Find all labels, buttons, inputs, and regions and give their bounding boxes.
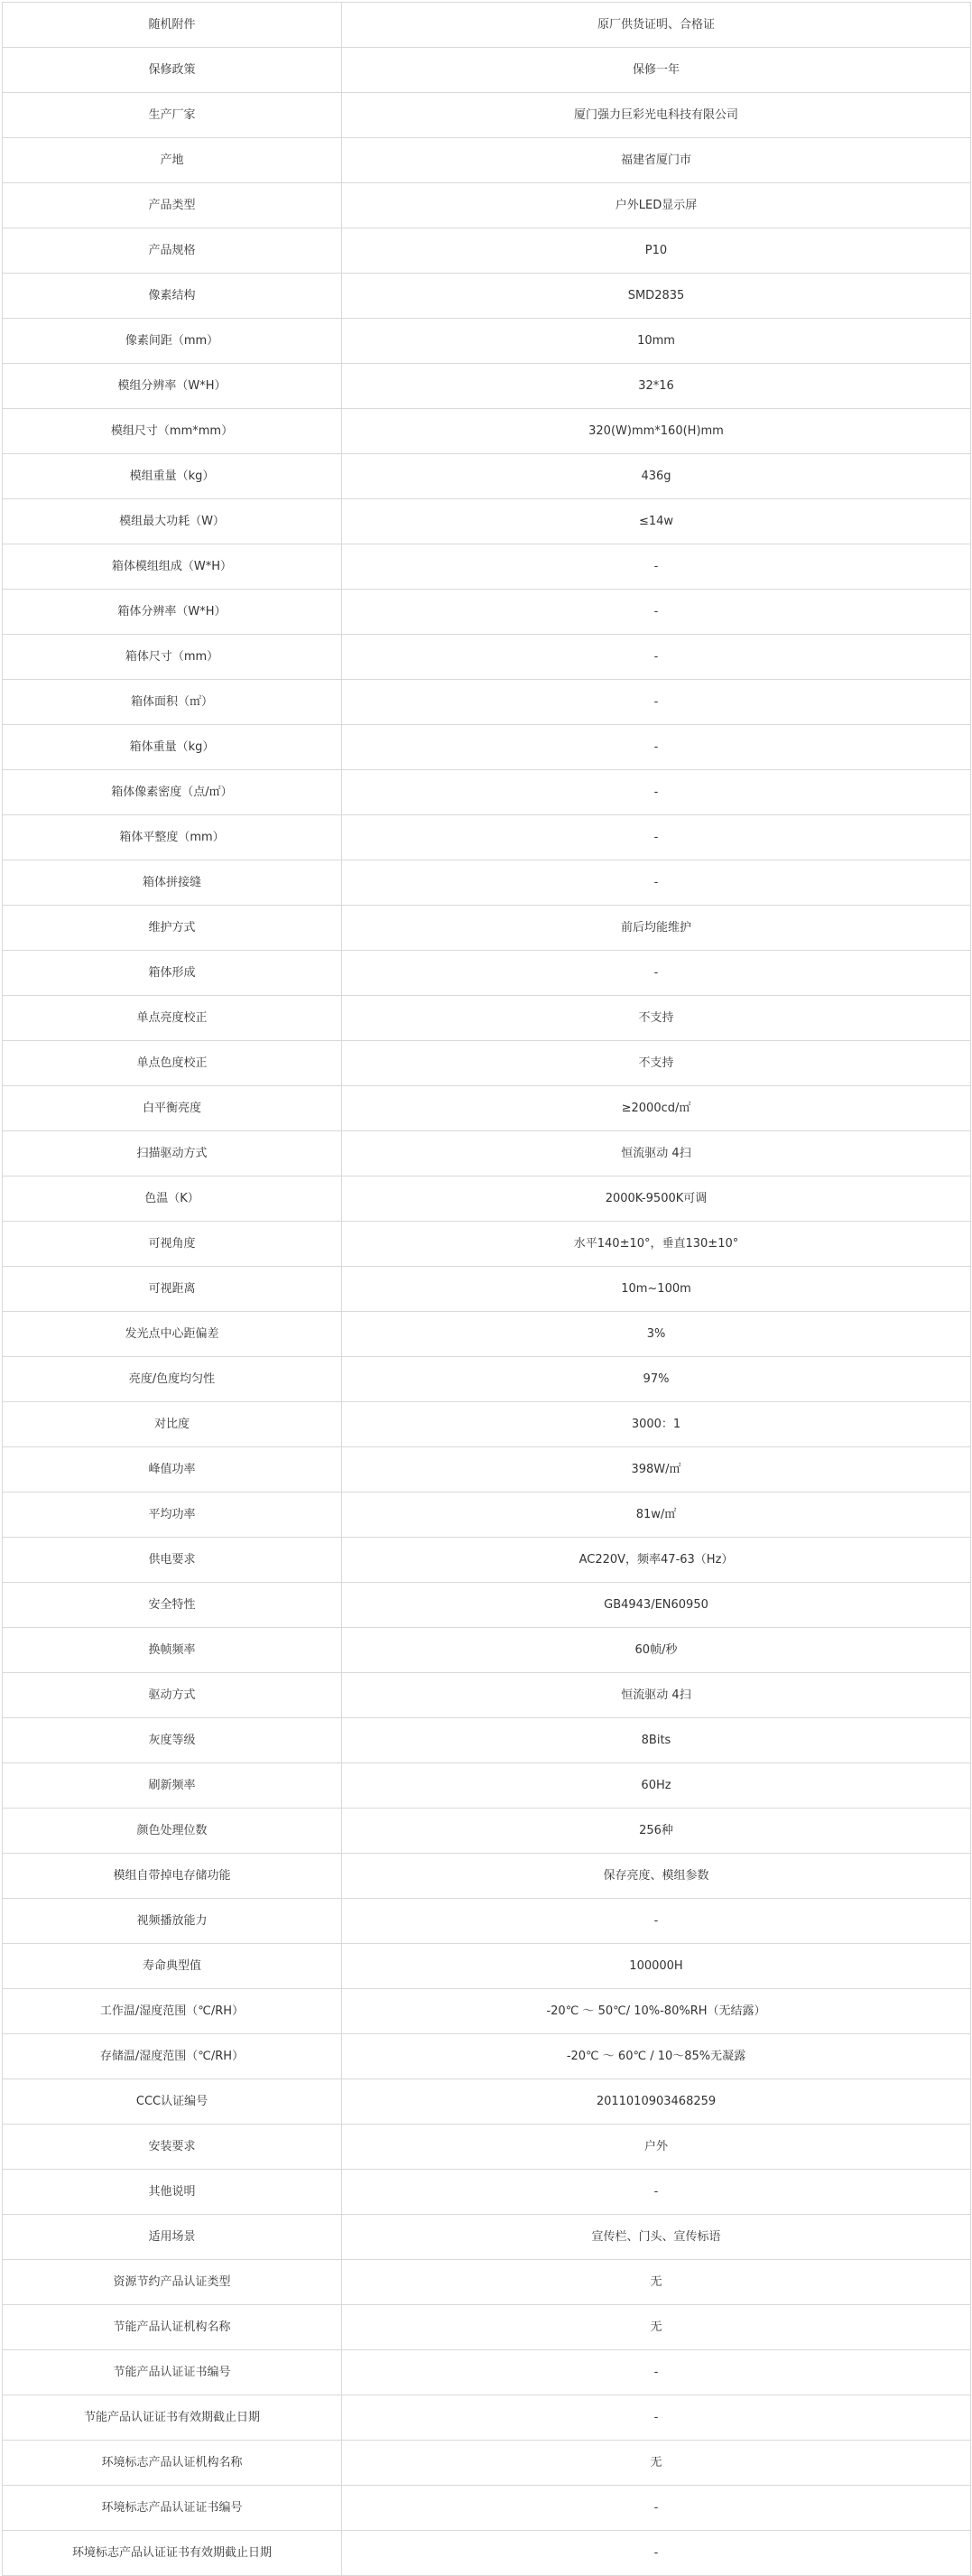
spec-label: 其他说明 [3,2170,342,2215]
table-row [3,1041,971,1086]
spec-value: - [342,815,971,860]
spec-value: 3000：1 [342,1402,971,1447]
spec-value: 2000K-9500K可调 [342,1176,971,1222]
table-row [3,590,971,635]
spec-value: 原厂供货证明、合格证 [342,3,971,48]
table-row [3,2079,971,2125]
spec-label: 亮度/色度均匀性 [3,1357,342,1402]
table-row [3,2441,971,2486]
spec-label: CCC认证编号 [3,2079,342,2125]
table-row [3,906,971,951]
table-row [3,1673,971,1718]
spec-label: 寿命典型值 [3,1944,342,1989]
table-row [3,454,971,499]
spec-label: 箱体分辨率（W*H） [3,590,342,635]
table-row [3,1222,971,1267]
spec-label: 色温（K） [3,1176,342,1222]
table-row [3,860,971,906]
table-row [3,2531,971,2576]
spec-value: 320(W)mm*160(H)mm [342,409,971,454]
spec-value: 宣传栏、门头、宣传标语 [342,2215,971,2260]
spec-value: 无 [342,2260,971,2305]
spec-label: 存储温/湿度范围（℃/RH） [3,2034,342,2079]
table-row [3,1086,971,1131]
spec-value: - [342,2395,971,2441]
spec-value: - [342,860,971,906]
table-row [3,1493,971,1538]
table-row [3,364,971,409]
spec-label: 模组最大功耗（W） [3,499,342,544]
spec-value: 不支持 [342,996,971,1041]
table-row [3,138,971,183]
spec-label: 适用场景 [3,2215,342,2260]
spec-label: 维护方式 [3,906,342,951]
spec-table-body [3,3,971,2576]
spec-label: 产品类型 [3,183,342,228]
table-row [3,1176,971,1222]
spec-value: -20℃ ～ 60℃ / 10～85%无凝露 [342,2034,971,2079]
table-row [3,1131,971,1176]
table-row [3,680,971,725]
table-row [3,228,971,274]
spec-label: 安装要求 [3,2125,342,2170]
spec-label: 视频播放能力 [3,1899,342,1944]
spec-value: 不支持 [342,1041,971,1086]
table-row [3,1763,971,1809]
table-row [3,2395,971,2441]
spec-label: 模组重量（kg） [3,454,342,499]
spec-label: 驱动方式 [3,1673,342,1718]
spec-value: 水平140±10°，垂直130±10° [342,1222,971,1267]
spec-value: - [342,544,971,590]
spec-label: 白平衡亮度 [3,1086,342,1131]
spec-value: 398W/㎡ [342,1447,971,1493]
spec-label: 节能产品认证证书有效期截止日期 [3,2395,342,2441]
spec-label: 模组分辨率（W*H） [3,364,342,409]
table-row [3,499,971,544]
spec-label: 可视角度 [3,1222,342,1267]
table-row [3,1402,971,1447]
spec-value: GB4943/EN60950 [342,1583,971,1628]
spec-label: 箱体平整度（mm） [3,815,342,860]
spec-label: 供电要求 [3,1538,342,1583]
table-row [3,815,971,860]
spec-label: 对比度 [3,1402,342,1447]
spec-label: 箱体面积（㎡） [3,680,342,725]
table-row [3,1854,971,1899]
spec-value: 无 [342,2305,971,2350]
table-row [3,274,971,319]
spec-label: 随机附件 [3,3,342,48]
spec-value: 8Bits [342,1718,971,1763]
spec-value: - [342,2170,971,2215]
table-row [3,2034,971,2079]
spec-label: 像素间距（mm） [3,319,342,364]
table-row [3,996,971,1041]
spec-label: 可视距离 [3,1267,342,1312]
spec-label: 模组自带掉电存储功能 [3,1854,342,1899]
spec-label: 换帧频率 [3,1628,342,1673]
spec-value: 32*16 [342,364,971,409]
spec-label: 节能产品认证机构名称 [3,2305,342,2350]
spec-value: 福建省厦门市 [342,138,971,183]
table-row [3,1944,971,1989]
table-row [3,1267,971,1312]
spec-value: 保修一年 [342,48,971,93]
table-row [3,1899,971,1944]
table-row [3,2170,971,2215]
spec-value: -20℃ ～ 50℃/ 10%-80%RH（无结露） [342,1989,971,2034]
table-row [3,2486,971,2531]
table-row [3,1989,971,2034]
spec-value: 60Hz [342,1763,971,1809]
spec-label: 箱体尺寸（mm） [3,635,342,680]
spec-label: 箱体形成 [3,951,342,996]
spec-value: 3% [342,1312,971,1357]
table-row [3,951,971,996]
spec-value: AC220V，频率47-63（Hz） [342,1538,971,1583]
spec-label: 箱体模组组成（W*H） [3,544,342,590]
table-row [3,770,971,815]
spec-label: 扫描驱动方式 [3,1131,342,1176]
table-row [3,409,971,454]
table-row [3,48,971,93]
spec-label: 生产厂家 [3,93,342,138]
spec-value: - [342,2486,971,2531]
table-row [3,1357,971,1402]
spec-label: 工作温/湿度范围（℃/RH） [3,1989,342,2034]
spec-value: 户外 [342,2125,971,2170]
spec-label: 单点亮度校正 [3,996,342,1041]
spec-label: 平均功率 [3,1493,342,1538]
table-row [3,2125,971,2170]
spec-label: 发光点中心距偏差 [3,1312,342,1357]
spec-label: 资源节约产品认证类型 [3,2260,342,2305]
spec-label: 单点色度校正 [3,1041,342,1086]
spec-label: 安全特性 [3,1583,342,1628]
spec-value: - [342,2350,971,2395]
table-row [3,1718,971,1763]
spec-label: 灰度等级 [3,1718,342,1763]
spec-value: SMD2835 [342,274,971,319]
spec-label: 环境标志产品认证机构名称 [3,2441,342,2486]
spec-value: 2011010903468259 [342,2079,971,2125]
table-row [3,183,971,228]
spec-value: 10mm [342,319,971,364]
table-row [3,544,971,590]
spec-value: P10 [342,228,971,274]
spec-value: 户外LED显示屏 [342,183,971,228]
spec-table [2,2,971,2576]
spec-label: 颜色处理位数 [3,1809,342,1854]
table-row [3,725,971,770]
table-row [3,1312,971,1357]
spec-label: 峰值功率 [3,1447,342,1493]
spec-value: - [342,1899,971,1944]
table-row [3,1538,971,1583]
table-row [3,2350,971,2395]
spec-label: 箱体重量（kg） [3,725,342,770]
spec-value: 保存亮度、模组参数 [342,1854,971,1899]
spec-label: 模组尺寸（mm*mm） [3,409,342,454]
spec-value: - [342,951,971,996]
spec-value: - [342,680,971,725]
spec-value: 恒流驱动 4扫 [342,1673,971,1718]
table-row [3,1809,971,1854]
spec-value: 97% [342,1357,971,1402]
spec-label: 箱体拼接缝 [3,860,342,906]
spec-value: ≤14w [342,499,971,544]
spec-value: - [342,770,971,815]
table-row [3,319,971,364]
spec-value: 无 [342,2441,971,2486]
spec-value: 81w/㎡ [342,1493,971,1538]
spec-value: 前后均能维护 [342,906,971,951]
table-row [3,93,971,138]
table-row [3,1583,971,1628]
spec-label: 箱体像素密度（点/㎡） [3,770,342,815]
spec-label: 刷新频率 [3,1763,342,1809]
spec-value: 436g [342,454,971,499]
table-row [3,635,971,680]
table-row [3,1447,971,1493]
spec-value: 60帧/秒 [342,1628,971,1673]
spec-value: 厦门强力巨彩光电科技有限公司 [342,93,971,138]
spec-value: 10m~100m [342,1267,971,1312]
spec-label: 环境标志产品认证证书编号 [3,2486,342,2531]
spec-label: 产品规格 [3,228,342,274]
table-row [3,2305,971,2350]
spec-value: 恒流驱动 4扫 [342,1131,971,1176]
spec-value: - [342,2531,971,2576]
table-row [3,3,971,48]
table-row [3,2215,971,2260]
spec-value: 256种 [342,1809,971,1854]
spec-label: 像素结构 [3,274,342,319]
table-row [3,2260,971,2305]
spec-label: 环境标志产品认证证书有效期截止日期 [3,2531,342,2576]
spec-label: 保修政策 [3,48,342,93]
spec-value: - [342,725,971,770]
spec-value: - [342,635,971,680]
spec-value: - [342,590,971,635]
table-row [3,1628,971,1673]
spec-label: 产地 [3,138,342,183]
spec-value: ≥2000cd/㎡ [342,1086,971,1131]
spec-value: 100000H [342,1944,971,1989]
spec-label: 节能产品认证证书编号 [3,2350,342,2395]
